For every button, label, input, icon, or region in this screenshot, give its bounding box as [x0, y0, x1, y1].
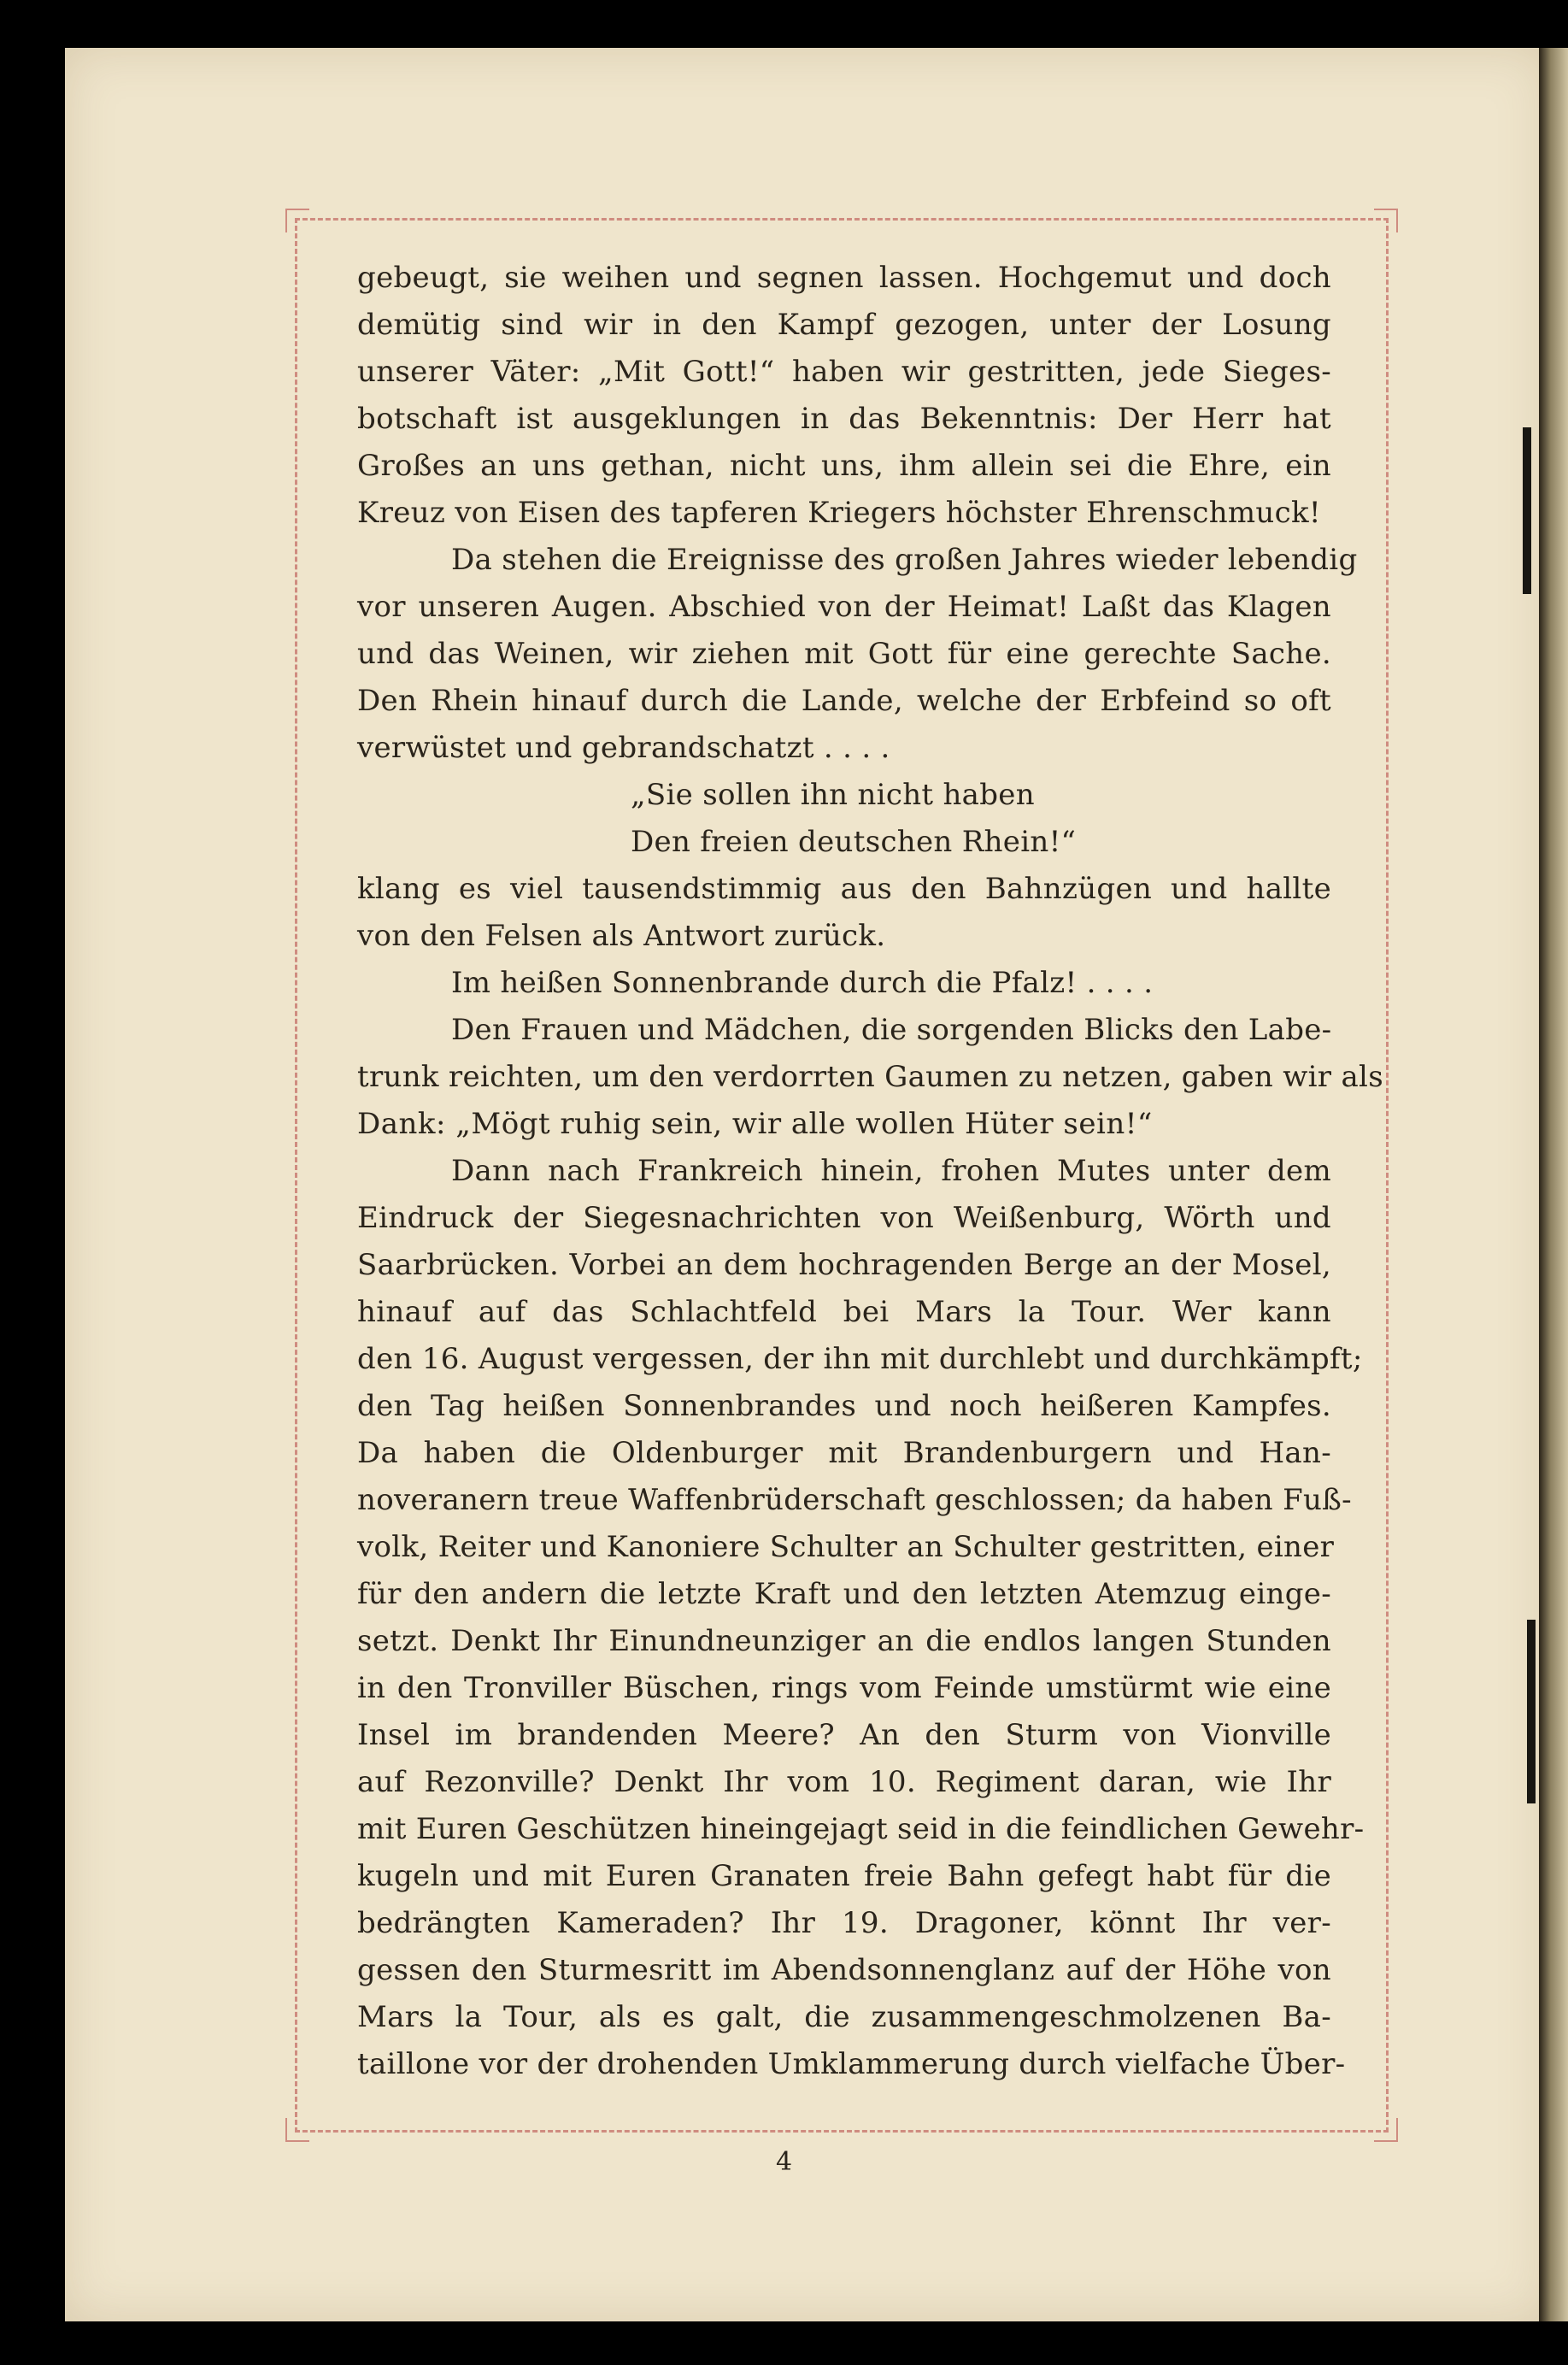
- text-line: gessen den Sturmesritt im Abendsonnenglanz auf der Höhe von: [357, 1953, 1331, 1987]
- text-line: unserer Väter: „Mit Gott!“ haben wir gestritten, jede Sieges-: [357, 355, 1331, 389]
- text-line: für den andern die letzte Kraft und den letzten Atemzug einge-: [357, 1577, 1331, 1611]
- edge-mark: [1523, 427, 1531, 594]
- text-line: botschaft ist ausgeklungen in das Bekenntnis: Der Herr hat: [357, 402, 1331, 436]
- text-line: hinauf auf das Schlachtfeld bei Mars la Tour. Wer kann: [357, 1295, 1331, 1329]
- text-line: vor unseren Augen. Abschied von der Heimat! Laßt das Klagen: [357, 590, 1331, 624]
- text-line: Den Frauen und Mädchen, die sorgenden Blicks den Labe-: [451, 1013, 1332, 1047]
- text-line: demütig sind wir in den Kampf gezogen, unter der Losung: [357, 308, 1331, 342]
- text-line: verwüstet und gebrandschatzt . . . .: [357, 731, 890, 765]
- frame-corner-ornament: [285, 209, 309, 232]
- text-line: Dank: „Mögt ruhig sein, wir alle wollen Hüter sein!“: [357, 1107, 1153, 1141]
- text-line: Saarbrücken. Vorbei an dem hochragenden Berge an der Mosel,: [357, 1248, 1331, 1282]
- text-line: Da stehen die Ereignisse des großen Jahres wieder lebendig: [451, 543, 1358, 577]
- verse-line: „Sie sollen ihn nicht haben: [631, 778, 1035, 812]
- text-line: Im heißen Sonnenbrande durch die Pfalz! . . . .: [451, 966, 1154, 1000]
- text-line: bedrängten Kameraden? Ihr 19. Dragoner, könnt Ihr ver-: [357, 1906, 1331, 1940]
- text-line: Kreuz von Eisen des tapferen Kriegers höchster Ehrenschmuck!: [357, 496, 1321, 530]
- text-line: taillone vor der drohenden Umklammerung durch vielfache Über-: [357, 2047, 1346, 2081]
- text-line: auf Rezonville? Denkt Ihr vom 10. Regiment daran, wie Ihr: [357, 1765, 1331, 1799]
- edge-mark: [1527, 1620, 1536, 1803]
- frame-corner-ornament: [1374, 209, 1398, 232]
- text-line: Den Rhein hinauf durch die Lande, welche der Erbfeind so oft: [357, 684, 1331, 718]
- text-line: klang es viel tausendstimmig aus den Bahnzügen und hallte: [357, 872, 1331, 906]
- text-line: Insel im brandenden Meere? An den Sturm von Vionville: [357, 1718, 1331, 1752]
- text-line: und das Weinen, wir ziehen mit Gott für eine gerechte Sache.: [357, 637, 1331, 671]
- text-line: in den Tronviller Büschen, rings vom Feinde umstürmt wie eine: [357, 1671, 1331, 1705]
- text-line: Großes an uns gethan, nicht uns, ihm allein sei die Ehre, ein: [357, 449, 1331, 483]
- text-line: Da haben die Oldenburger mit Brandenburgern und Han-: [357, 1436, 1331, 1470]
- page-number: 4: [775, 2147, 793, 2177]
- text-line: den Tag heißen Sonnenbrandes und noch heißeren Kampfes.: [357, 1389, 1331, 1423]
- text-line: noveranern treue Waffenbrüderschaft geschlossen; da haben Fuß-: [357, 1483, 1352, 1517]
- text-line: kugeln und mit Euren Granaten freie Bahn gefegt habt für die: [357, 1859, 1331, 1893]
- body-text: [357, 255, 1383, 2088]
- verse-line: Den freien deutschen Rhein!“: [631, 825, 1077, 859]
- text-line: mit Euren Geschützen hineingejagt seid in die feindlichen Gewehr-: [357, 1812, 1365, 1846]
- text-line: Mars la Tour, als es galt, die zusammengeschmolzenen Ba-: [357, 2000, 1331, 2034]
- text-line: Dann nach Frankreich hinein, frohen Mutes unter dem: [451, 1154, 1331, 1188]
- text-line: von den Felsen als Antwort zurück.: [357, 919, 886, 953]
- text-line: setzt. Denkt Ihr Einundneunziger an die endlos langen Stunden: [357, 1624, 1331, 1658]
- frame-corner-ornament: [285, 2118, 309, 2142]
- text-line: trunk reichten, um den verdorrten Gaumen zu netzen, gaben wir als: [357, 1060, 1383, 1094]
- text-line: volk, Reiter und Kanoniere Schulter an Schulter gestritten, einer: [357, 1530, 1335, 1564]
- frame-corner-ornament: [1374, 2118, 1398, 2142]
- text-line: gebeugt, sie weihen und segnen lassen. Hochgemut und doch: [357, 261, 1331, 295]
- text-line: Eindruck der Siegesnachrichten von Weißenburg, Wörth und: [357, 1201, 1331, 1235]
- text-line: den 16. August vergessen, der ihn mit durchlebt und durchkämpft;: [357, 1342, 1363, 1376]
- next-page-edge: [1539, 48, 1568, 2321]
